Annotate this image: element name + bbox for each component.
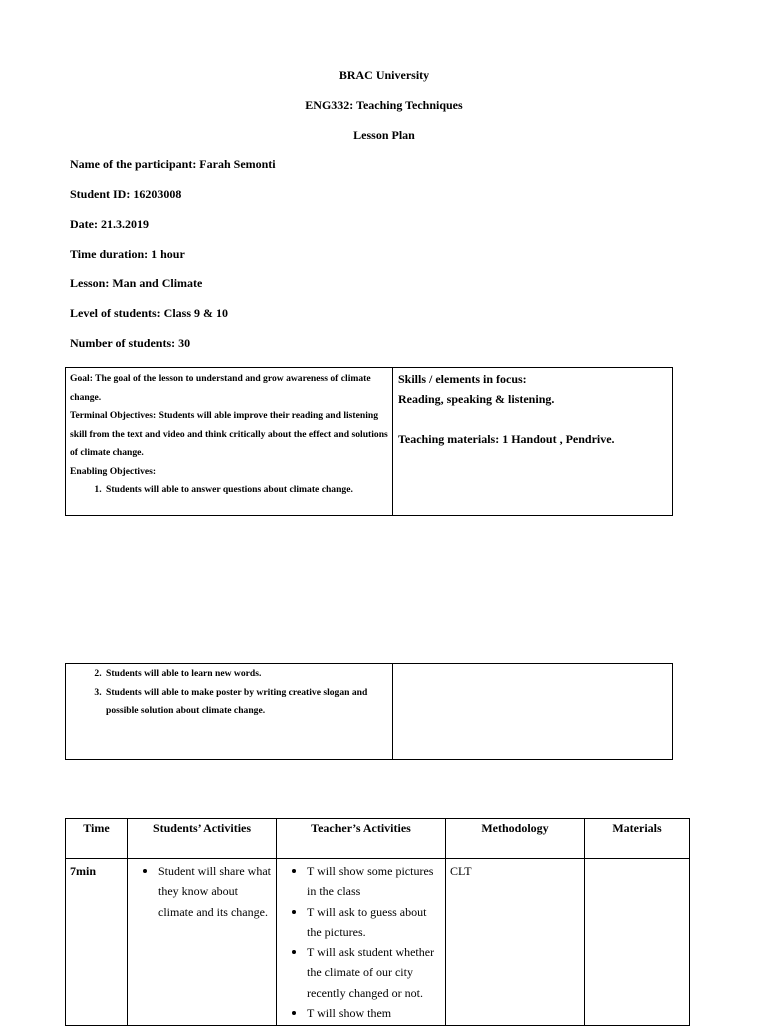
objectives-continued-cell bbox=[66, 664, 393, 760]
teaching-materials-text: Teaching materials: 1 Handout , Pendrive. bbox=[398, 432, 615, 446]
lesson-name: Lesson: Man and Climate bbox=[70, 276, 203, 290]
skills-heading: Skills / elements in focus: bbox=[398, 372, 527, 386]
students-activities-cell bbox=[128, 859, 277, 1026]
column-header-time: Time bbox=[66, 819, 128, 859]
enabling-objectives-list bbox=[70, 481, 388, 500]
enabling-objectives-list-continued bbox=[70, 665, 388, 721]
participant-name: Name of the participant: Farah Semonti bbox=[70, 157, 276, 171]
goal-objectives-cell bbox=[66, 368, 393, 516]
teachers-activities-cell bbox=[277, 859, 446, 1026]
student-id: Student ID: 16203008 bbox=[70, 187, 182, 201]
goal-text: Goal: The goal of the lesson to understand and grow awareness of climate change. bbox=[70, 373, 371, 403]
materials-cell bbox=[585, 859, 690, 1026]
student-level: Level of students: Class 9 & 10 bbox=[70, 306, 228, 320]
time-duration: Time duration: 1 hour bbox=[70, 247, 185, 261]
list-item: T will ask student whether the climate of our city recently changed or not. bbox=[307, 942, 441, 1003]
lesson-date: Date: 21.3.2019 bbox=[70, 217, 149, 231]
document-title: Lesson Plan bbox=[353, 128, 415, 142]
table-row bbox=[66, 859, 690, 1026]
goal-objectives-table bbox=[65, 367, 673, 516]
goal-objectives-table-continued bbox=[65, 663, 673, 760]
column-header-materials: Materials bbox=[585, 819, 690, 859]
enabling-objectives-heading: Enabling Objectives: bbox=[70, 465, 157, 477]
objective-item: 2. Students will able to learn new words. bbox=[104, 665, 388, 684]
objective-item: 3. Students will able to make poster by writing creative slogan and possible solution about climate change. bbox=[104, 684, 388, 721]
terminal-objectives-text: Terminal Objectives: Students will able improve their reading and listening skill from the text and video and think critically about the effect and solutions of climate change. bbox=[70, 410, 388, 458]
list-item: T will show some pictures in the class bbox=[307, 861, 441, 902]
column-header-students-activities: Students’ Activities bbox=[128, 819, 277, 859]
course-title: ENG332: Teaching Techniques bbox=[305, 98, 463, 112]
list-item: Student will share what they know about climate and its change. bbox=[158, 861, 272, 922]
time-cell: 7min bbox=[66, 859, 128, 1026]
activity-table bbox=[65, 818, 690, 1026]
objective-item: 1. Students will able to answer questions about climate change. bbox=[104, 481, 388, 500]
university-name: BRAC University bbox=[338, 68, 430, 82]
column-header-teachers-activities: Teacher’s Activities bbox=[277, 819, 446, 859]
methodology-cell: CLT bbox=[446, 859, 585, 1026]
student-count: Number of students: 30 bbox=[70, 336, 191, 350]
list-item: T will ask to guess about the pictures. bbox=[307, 902, 441, 943]
column-header-methodology: Methodology bbox=[446, 819, 585, 859]
empty-cell bbox=[393, 664, 673, 760]
table-header-row bbox=[66, 819, 690, 859]
list-item: T will show them bbox=[307, 1003, 441, 1023]
skills-text: Reading, speaking & listening. bbox=[398, 392, 555, 406]
skills-materials-cell bbox=[393, 368, 673, 516]
